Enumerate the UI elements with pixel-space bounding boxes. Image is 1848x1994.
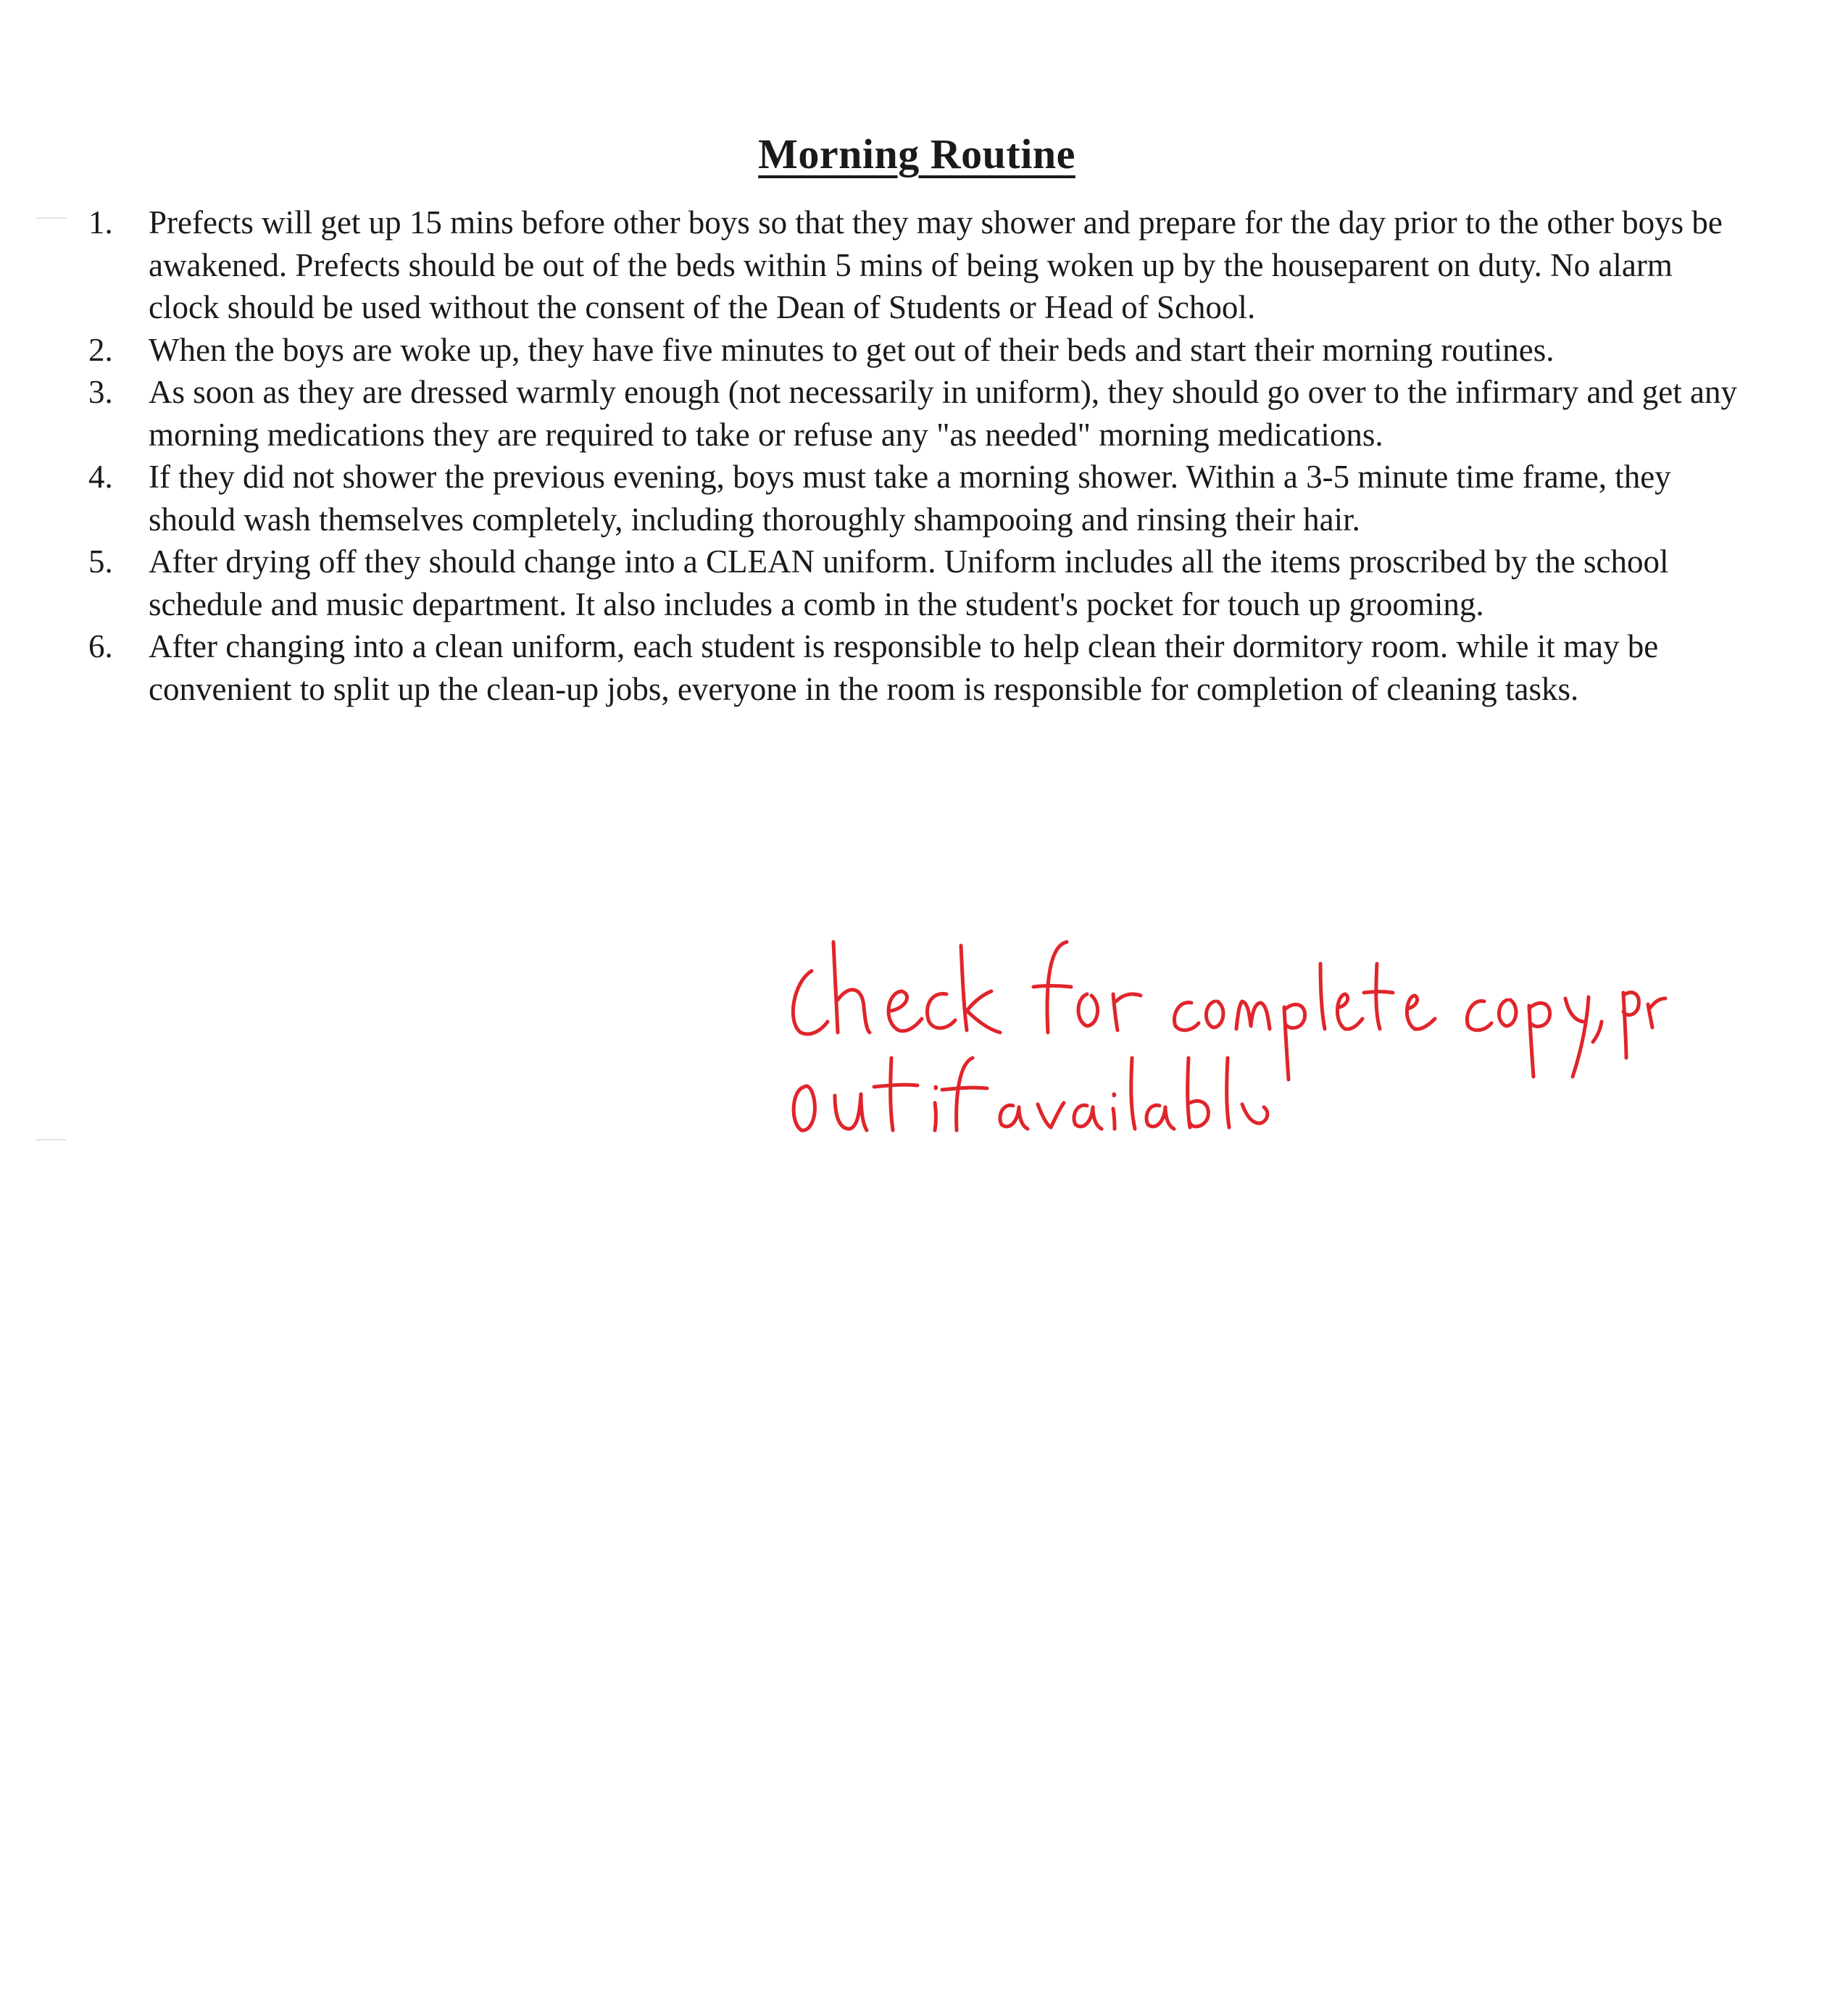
item-number: 6. bbox=[88, 628, 113, 664]
handwritten-note-drawing bbox=[783, 913, 1681, 1145]
item-text: As soon as they are dressed warmly enough (not necessarily in uniform), they should go over to the infirmary and get any morning medications they are required to take or refuse any "as needed" morning medications. bbox=[149, 374, 1737, 453]
item-text: If they did not shower the previous evening, boys must take a morning shower. Within a 3-5 minute time frame, they should wash themselves completely, including thoroughly shampooing and rinsing their hair. bbox=[149, 459, 1671, 538]
page-title: Morning Routine bbox=[758, 130, 1075, 178]
item-number: 1. bbox=[88, 204, 113, 241]
item-number: 2. bbox=[88, 331, 113, 368]
list-item bbox=[81, 456, 1748, 541]
scan-mark-bottom bbox=[36, 1139, 67, 1140]
list-item bbox=[81, 625, 1748, 710]
list-item bbox=[81, 329, 1748, 372]
list-item bbox=[81, 541, 1748, 625]
list-item bbox=[81, 371, 1748, 456]
item-number: 3. bbox=[88, 374, 113, 410]
routine-list bbox=[81, 201, 1748, 710]
item-number: 5. bbox=[88, 543, 113, 580]
item-text: After drying off they should change into a CLEAN uniform. Uniform includes all the items proscribed by the school schedule and music department. It also includes a comb in the student's pocket for touch up grooming. bbox=[149, 543, 1669, 622]
item-number: 4. bbox=[88, 459, 113, 495]
item-text: After changing into a clean uniform, each student is responsible to help clean their dormitory room. while it may be convenient to split up the clean-up jobs, everyone in the room is responsible for completion of cleaning tasks. bbox=[149, 628, 1659, 707]
item-text: When the boys are woke up, they have five minutes to get out of their beds and start their morning routines. bbox=[149, 331, 1554, 368]
item-text: Prefects will get up 15 mins before other boys so that they may shower and prepare for the day prior to the other boys be awakened. Prefects should be out of the beds within 5 mins of being woken up by the houseparent on duty. No alarm clock should be used without the consent of the Dean of Students or Head of School. bbox=[149, 204, 1723, 325]
handwritten-note bbox=[783, 913, 1681, 1145]
list-item bbox=[81, 201, 1748, 329]
scan-mark-top bbox=[36, 217, 67, 219]
